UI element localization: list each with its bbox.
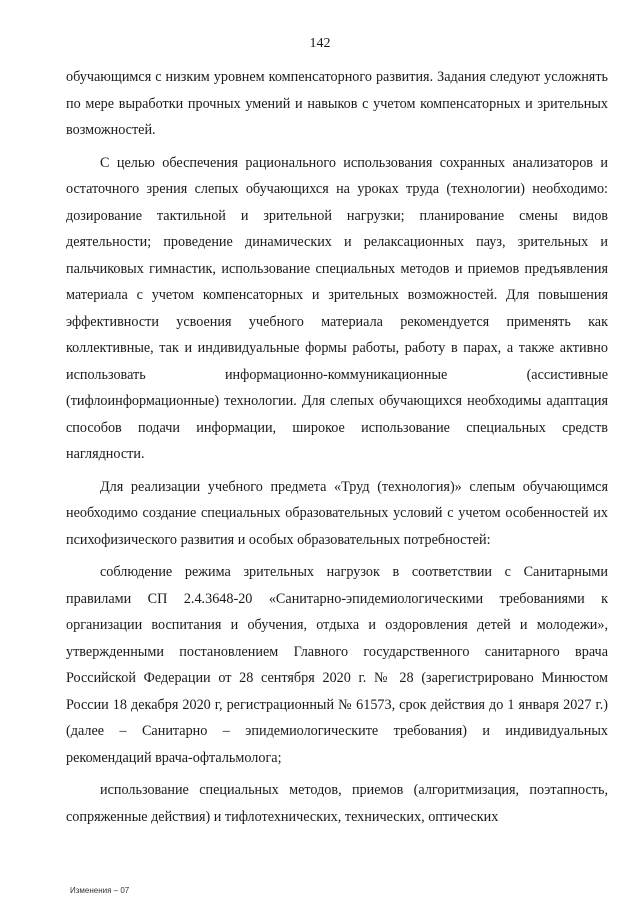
- paragraph-conditions: Для реализации учебного предмета «Труд (технология)» слепым обучающимся необходимо создание специальных образовательных условий с учетом особенностей их психофизического развития и особых образовательных потребностей:: [66, 478, 608, 548]
- footer-revision-note: Изменения – 07: [70, 886, 130, 895]
- page-number: 142: [309, 36, 331, 51]
- page-body: [66, 64, 608, 830]
- paragraph-special-methods: использование специальных методов, приемов (алгоритмизация, поэтапность, сопряженные действия) и тифлотехнических, технических, оптических: [66, 782, 608, 825]
- paragraph-continuation: обучающимся с низким уровнем компенсаторного развития. Задания следуют усложнять по мере выработки прочных умений и навыков с учетом компенсаторных и зрительных возможностей.: [66, 69, 608, 138]
- paragraph-sanitary-rules: соблюдение режима зрительных нагрузок в соответствии с Санитарными правилами СП 2.4.3648-20 «Санитарно-эпидемиологическими требованиями к организации воспитания и обучения, отдыха и оздоровления детей и молодежи», утвержденными постановлением Главного государственного санитарного врача Российской Федерации от 28 сентября 2020 г. № 28 (зарегистрировано Минюстом России 18 декабря 2020 г, регистрационный № 61573, срок действия до 1 января 2027 г.) (далее – Санитарно – эпидемиологическите требования) и индивидуальных рекомендаций врача-офтальмолога;: [66, 564, 608, 766]
- paragraph-rational-use: С целью обеспечения рационального использования сохранных анализаторов и остаточного зрения слепых обучающихся на уроках труда (технологии) необходимо: дозирование тактильной и зрительной нагрузки; планирование смены видов деятельности; проведение динамических и релаксационных пауз, зрительных и пальчиковых гимнастик, использование специальных методов и приемов предъявления материала с учетом компенсаторных и зрительных возможностей. Для повышения эффективности усвоения учебного материала рекомендуется применять как коллективные, так и индивидуальные формы работы, работу в парах, а также активно использовать информационно-коммуникационные (ассистивные (тифлоинформационные) технологии. Для слепых обучающихся необходимы адаптация способов подачи информации, широкое использование специальных средств наглядности.: [66, 154, 608, 462]
